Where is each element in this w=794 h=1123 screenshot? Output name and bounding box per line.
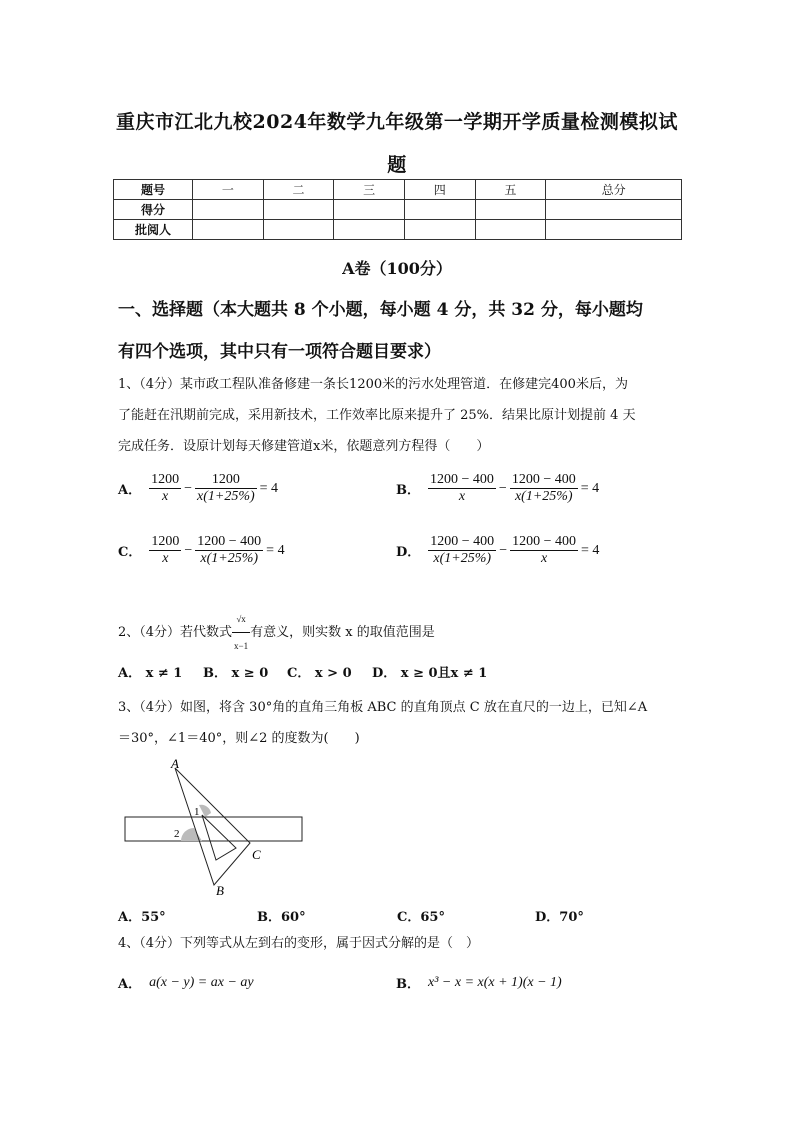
- option-b[interactable]: B． x ≥ 0: [203, 666, 269, 681]
- option-b[interactable]: [396, 973, 562, 992]
- fraction: [149, 534, 181, 567]
- volume-title: A卷（100分）: [342, 259, 452, 278]
- table-row: [114, 220, 682, 240]
- inner-triangle: [202, 815, 236, 860]
- equation-rhs: = 4: [266, 542, 285, 558]
- numerator: 1200 − 400: [512, 534, 576, 549]
- label-a: A: [171, 756, 179, 771]
- option-label: B．: [396, 483, 420, 498]
- score-cell[interactable]: [546, 220, 682, 240]
- fraction: [428, 534, 496, 567]
- numerator: 1200 − 400: [197, 534, 262, 549]
- option-label: A．: [118, 483, 142, 498]
- denominator: x(1+25%): [200, 551, 259, 566]
- page-title: 重庆市江北九校2024年数学九年级第一学期开学质量检测模拟试: [116, 111, 678, 133]
- denominator: x(1+25%): [197, 489, 255, 504]
- score-cell[interactable]: [546, 200, 682, 220]
- option-a[interactable]: A． $\frac{1200}{x}$ − $\frac{1200}{x(1+25\%)}$ = 4: [118, 472, 279, 504]
- option-label: C．: [118, 545, 142, 560]
- denominator: x(1+25%): [514, 489, 573, 504]
- option-expression: a(x − y) = ax − ay: [149, 974, 254, 990]
- option-c[interactable]: C．65°: [397, 910, 445, 925]
- score-cell[interactable]: [475, 200, 546, 220]
- table-header: 五: [475, 180, 546, 200]
- page-title-continued: 题: [387, 154, 407, 176]
- option-a[interactable]: A．55°: [118, 910, 166, 925]
- denominator: x: [161, 489, 169, 504]
- question-1-text: 1、（4分）某市政工程队准备修建一条长1200米的污水处理管道．在修建完400米后，为: [118, 377, 628, 392]
- row-label: 批阅人: [114, 220, 193, 240]
- option-label: D．: [396, 545, 421, 560]
- table-row: [114, 200, 682, 220]
- question-2-text: [118, 606, 678, 659]
- table-header: 三: [334, 180, 405, 200]
- table-header: 四: [404, 180, 475, 200]
- triangle-ruler-figure: [110, 755, 320, 900]
- fraction: [149, 472, 181, 505]
- label-angle-2: 2: [174, 828, 180, 840]
- score-cell[interactable]: [334, 200, 405, 220]
- numerator: 1200: [195, 472, 257, 489]
- numerator: 1200 − 400: [430, 534, 495, 549]
- fraction: [428, 472, 496, 505]
- fraction: [195, 472, 257, 505]
- option-b[interactable]: B． $\frac{1200 - 400}{x}$ − $\frac{1200 - 400}{x(1+25\%)}$ = 4: [396, 472, 600, 504]
- numerator: 1200: [151, 472, 180, 487]
- option-c[interactable]: C． $\frac{1200}{x}$ − $\frac{1200 - 400}{x(1+25\%)}$ = 4: [118, 534, 285, 566]
- question-2-prefix: 2、（4分）若代数式: [118, 624, 233, 640]
- fraction: [195, 534, 263, 567]
- table-header: 二: [263, 180, 334, 200]
- option-a[interactable]: A． x ≠ 1: [118, 666, 183, 681]
- label-b: B: [216, 883, 224, 898]
- outer-triangle: [175, 768, 250, 885]
- table-row: [114, 180, 682, 200]
- denominator: x: [540, 551, 548, 566]
- option-expression: x³ − x = x(x + 1)(x − 1): [428, 974, 562, 990]
- table-header: 总分: [546, 180, 682, 200]
- numerator: √x: [232, 606, 250, 633]
- section-heading-continued: 有四个选项，其中只有一项符合题目要求）: [118, 342, 441, 362]
- denominator: x: [458, 489, 466, 504]
- option-b[interactable]: B．60°: [257, 910, 306, 925]
- question-3-text: 3、（4分）如图，将含 30°角的直角三角板 ABC 的直角顶点 C 放在直尺的一边上，已知∠A: [118, 700, 648, 715]
- score-cell[interactable]: [263, 200, 334, 220]
- score-cell[interactable]: [193, 200, 264, 220]
- question-1-text: 完成任务．设原计划每天修建管道x米，依题意列方程得（ ）: [118, 439, 490, 454]
- section-heading: 一、选择题（本大题共 8 个小题，每小题 4 分，共 32 分，每小题均: [118, 300, 643, 320]
- table-header: 题号: [114, 180, 193, 200]
- score-cell[interactable]: [263, 220, 334, 240]
- option-label: A．: [118, 977, 142, 992]
- label-c: C: [252, 847, 261, 862]
- option-label: B．: [396, 977, 420, 992]
- fraction: [232, 606, 250, 659]
- table-header: 一: [193, 180, 264, 200]
- denominator: x−1: [234, 641, 249, 651]
- row-label: 得分: [114, 200, 193, 220]
- angle-1-shade: [199, 805, 211, 817]
- question-1-text: 了能赶在汛期前完成，采用新技术，工作效率比原来提升了 25%．结果比原计划提前 4 天: [118, 408, 636, 423]
- equation-rhs: = 4: [581, 542, 600, 558]
- denominator: x: [162, 551, 169, 566]
- question-3-text: ＝30°，∠1＝40°，则∠2 的度数为( ): [118, 731, 360, 746]
- score-table: [113, 179, 682, 240]
- fraction: [510, 472, 578, 505]
- option-d[interactable]: D．70°: [535, 910, 584, 925]
- equation-rhs: = 4: [580, 480, 600, 496]
- question-4-text: 4、（4分）下列等式从左到右的变形，属于因式分解的是（ ）: [118, 936, 480, 951]
- numerator: 1200 − 400: [430, 472, 494, 487]
- score-cell[interactable]: [475, 220, 546, 240]
- score-cell[interactable]: [404, 220, 475, 240]
- denominator: x(1+25%): [433, 551, 492, 566]
- question-2-suffix: 有意义，则实数 x 的取值范围是: [250, 624, 435, 640]
- score-cell[interactable]: [193, 220, 264, 240]
- equation-rhs: = 4: [259, 480, 279, 496]
- numerator: 1200 − 400: [511, 472, 576, 487]
- score-cell[interactable]: [334, 220, 405, 240]
- numerator: 1200: [151, 534, 180, 549]
- fraction: [510, 534, 578, 567]
- option-a[interactable]: [118, 973, 254, 992]
- option-d[interactable]: D． $\frac{1200 - 400}{x(1+25\%)}$ − $\frac{1200 - 400}{x}$ = 4: [396, 534, 600, 566]
- ruler-shape: [125, 817, 302, 841]
- option-d[interactable]: D． x ≥ 0且x ≠ 1: [372, 666, 488, 681]
- score-cell[interactable]: [404, 200, 475, 220]
- option-c[interactable]: C． x > 0: [287, 666, 352, 681]
- label-angle-1: 1: [194, 806, 200, 818]
